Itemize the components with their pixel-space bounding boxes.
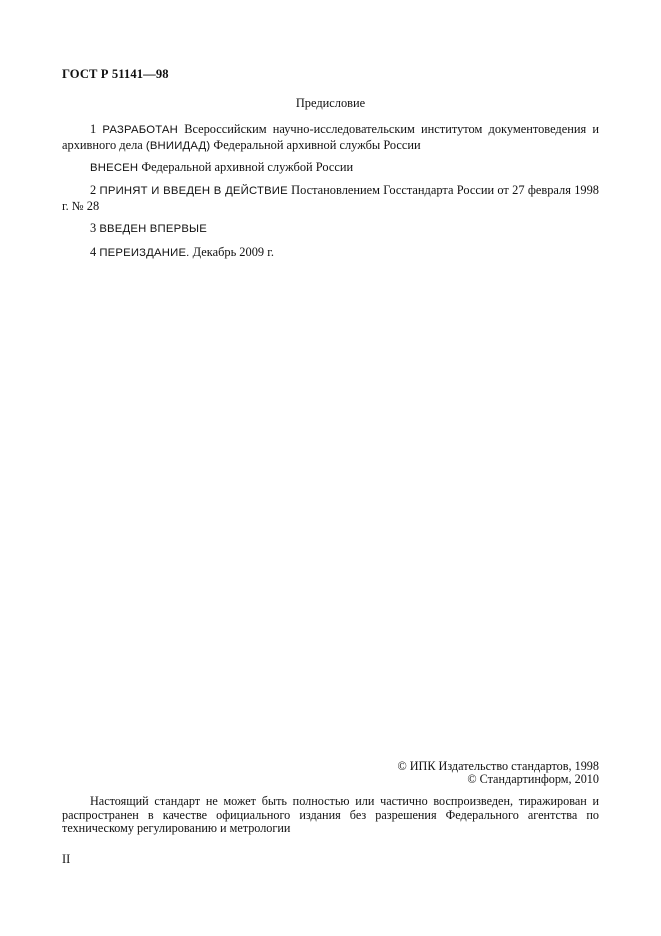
item-text-continued: Федеральной архивной службы России (210, 137, 421, 152)
item-text: Всероссийским научно-исследовательским институтом документоведения и архивного дела (62, 122, 599, 152)
reproduction-notice: Настоящий стандарт не может быть полностью или частично воспроизведен, тиражирован и распространен в качестве официального издания без разрешения Федерального агентства по техническому регулированию и метрологии (62, 794, 599, 836)
item-caption: ПРИНЯТ И ВВЕДЕН В ДЕЙСТВИЕ (99, 185, 288, 197)
document-code: ГОСТ Р 51141—98 (62, 67, 169, 81)
preface-title: Предисловие (295, 96, 366, 110)
copyright-line-standartinform: © Стандартинформ, 2010 (467, 772, 599, 787)
item-text: Постановлением Госстандарта России от 27 февраля 1998 г. № 28 (62, 183, 599, 213)
item-caption: РАЗРАБОТАН (102, 124, 179, 136)
preface-item-adopted (62, 183, 599, 213)
item-caption: ПЕРЕИЗДАНИЕ. (99, 247, 190, 259)
item-caption: ВВЕДЕН ВПЕРВЫЕ (99, 223, 207, 235)
page-number: II (62, 852, 71, 866)
item-text: Федеральной архивной службой России (138, 160, 354, 174)
item-number: 2 (90, 183, 97, 197)
preface-item-submitted (62, 160, 599, 176)
copyright-block (397, 760, 599, 787)
preface-item-first-introduced (62, 221, 599, 237)
item-text: Декабрь 2009 г. (189, 245, 274, 259)
item-number: 3 (90, 221, 97, 235)
copyright-line-publisher: © ИПК Издательство стандартов, 1998 (397, 759, 599, 773)
item-caption: ВНЕСЕН (90, 162, 139, 174)
item-number: 1 (90, 122, 97, 136)
preface-item-developed (62, 122, 599, 153)
item-number: 4 (90, 245, 97, 259)
preface-item-reissue (62, 245, 599, 261)
item-abbreviation: (ВНИИДАД) (145, 139, 211, 152)
